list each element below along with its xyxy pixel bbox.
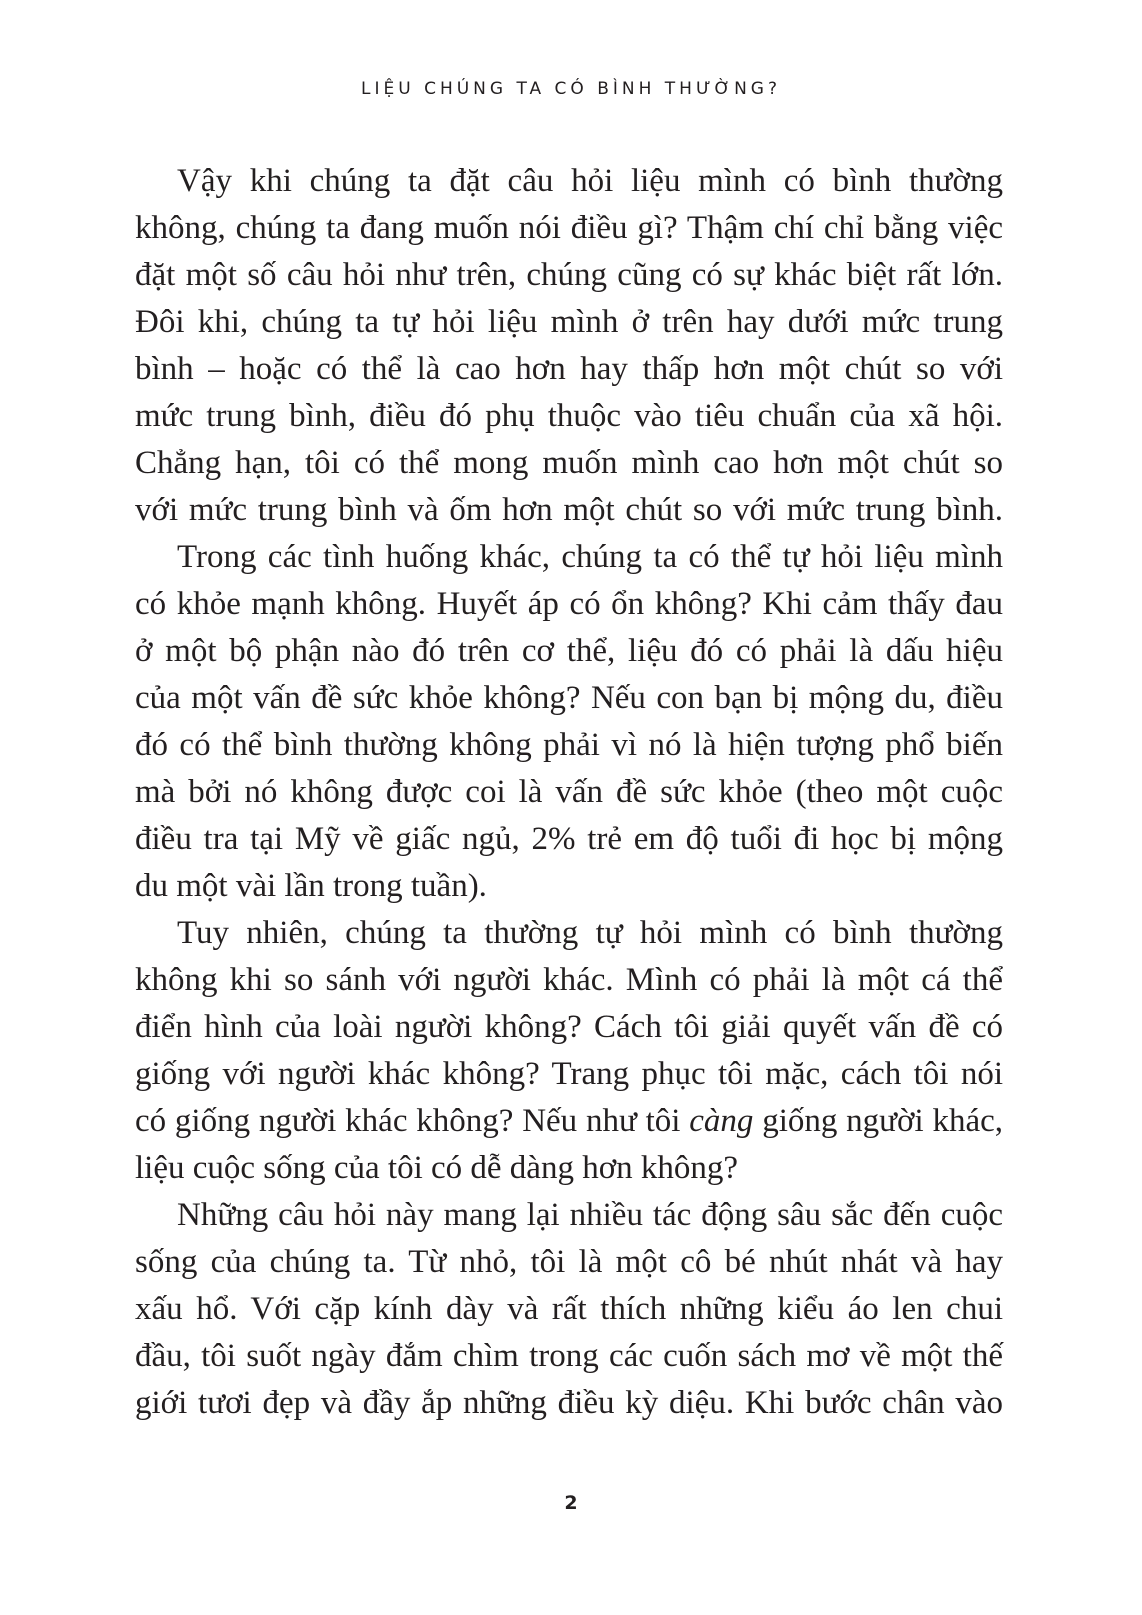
italic-word: càng <box>689 1103 754 1139</box>
text-line: đó có thể bình thường không phải vì nó là hiện tượng phổ biến <box>135 727 1003 763</box>
text-line: điều tra tại Mỹ về giấc ngủ, 2% trẻ em độ tuổi đi học bị mộng <box>135 821 1003 857</box>
running-head-title: LIỆU CHÚNG TA CÓ BÌNH THƯỜNG? <box>361 79 781 99</box>
text-segment: giống người khác, <box>753 1103 1003 1139</box>
text-line: liệu cuộc sống của tôi có dễ dàng hơn không? <box>135 1150 739 1186</box>
text-line: Trong các tình huống khác, chúng ta có thể tự hỏi liệu mình <box>177 539 1003 575</box>
paragraph-4 <box>135 1192 1003 1427</box>
text-line: Những câu hỏi này mang lại nhiều tác động sâu sắc đến cuộc <box>177 1197 1003 1233</box>
text-line: mà bởi nó không được coi là vấn đề sức khỏe (theo một cuộc <box>135 774 1003 810</box>
text-line: Vậy khi chúng ta đặt câu hỏi liệu mình có bình thường <box>177 163 1003 199</box>
text-line: có khỏe mạnh không. Huyết áp có ổn không? Khi cảm thấy đau <box>135 586 1003 622</box>
text-line: sống của chúng ta. Từ nhỏ, tôi là một cô bé nhút nhát và hay <box>135 1244 1003 1280</box>
text-line: du một vài lần trong tuần). <box>135 868 487 904</box>
paragraph-1 <box>135 158 1003 534</box>
text-line: ở một bộ phận nào đó trên cơ thể, liệu đó có phải là dấu hiệu <box>135 633 1003 669</box>
text-line: đặt một số câu hỏi như trên, chúng cũng có sự khác biệt rất lớn. <box>135 257 1003 293</box>
text-segment: có giống người khác không? Nếu như tôi <box>135 1103 690 1139</box>
text-line: Chẳng hạn, tôi có thể mong muốn mình cao hơn một chút so <box>135 445 1003 481</box>
text-line: điển hình của loài người không? Cách tôi giải quyết vấn đề có <box>135 1009 1003 1045</box>
text-line: đầu, tôi suốt ngày đắm chìm trong các cuốn sách mơ về một thế <box>135 1338 1003 1374</box>
paragraph-2 <box>135 534 1003 910</box>
text-line: của một vấn đề sức khỏe không? Nếu con bạn bị mộng du, điều <box>135 680 1003 716</box>
page-number: 2 <box>564 1492 578 1514</box>
body-text <box>135 158 1003 1427</box>
text-line: không khi so sánh với người khác. Mình có phải là một cá thể <box>135 962 1003 998</box>
text-line: xấu hổ. Với cặp kính dày và rất thích những kiểu áo len chui <box>135 1291 1003 1327</box>
text-line: giống với người khác không? Trang phục tôi mặc, cách tôi nói <box>135 1056 1003 1092</box>
text-line-with-italic <box>135 1098 1003 1145</box>
text-line: không, chúng ta đang muốn nói điều gì? Thậm chí chỉ bằng việc <box>135 210 1003 246</box>
text-line: Đôi khi, chúng ta tự hỏi liệu mình ở trên hay dưới mức trung <box>135 304 1003 340</box>
text-line: bình – hoặc có thể là cao hơn hay thấp hơn một chút so với <box>135 351 1003 387</box>
text-line: với mức trung bình và ốm hơn một chút so với mức trung bình. <box>135 492 1003 528</box>
text-line: Tuy nhiên, chúng ta thường tự hỏi mình có bình thường <box>177 915 1003 951</box>
paragraph-3 <box>135 910 1003 1192</box>
text-line: mức trung bình, điều đó phụ thuộc vào tiêu chuẩn của xã hội. <box>135 398 1003 434</box>
text-line: giới tươi đẹp và đầy ắp những điều kỳ diệu. Khi bước chân vào <box>135 1385 1003 1421</box>
